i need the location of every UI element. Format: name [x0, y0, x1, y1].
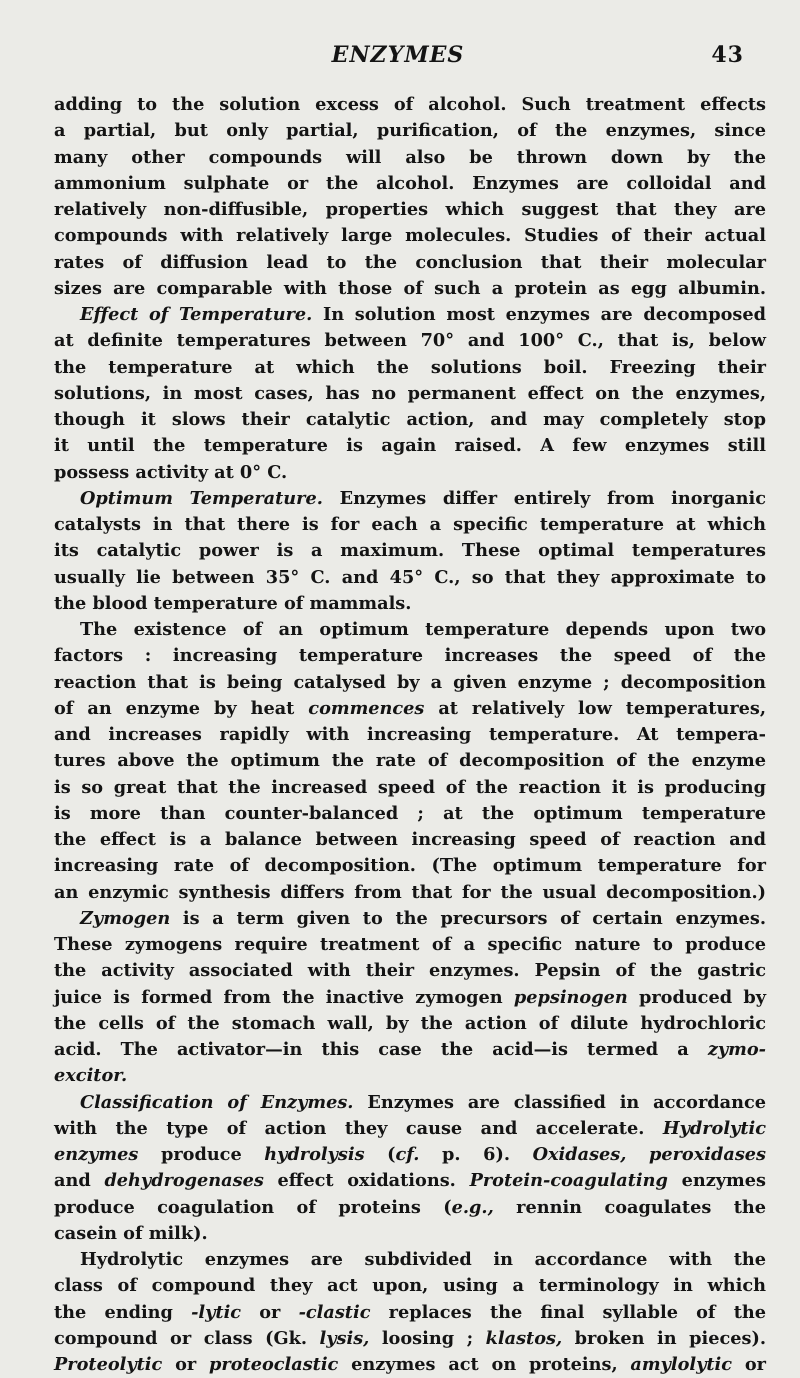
page-number: 43 [711, 42, 744, 68]
text-segment: effect oxidations. [263, 1170, 470, 1192]
text-line [54, 748, 766, 774]
text-segment: replaces the final syllable of the [370, 1301, 766, 1323]
text-line [54, 958, 766, 984]
text-segment: it until the temperature is again raised. A few enzymes still [54, 435, 766, 457]
text-line [54, 591, 766, 617]
italic-text-segment: -lytic [191, 1301, 242, 1323]
text-line [54, 223, 766, 249]
text-segment: rennin coagulates the [493, 1196, 766, 1218]
text-line [54, 643, 766, 669]
text-segment: produce [138, 1144, 265, 1165]
text-segment: usually lie between 35° C. and 45° C., so that they approximate to [54, 566, 766, 588]
text-segment: rates of diffusion lead to the conclusion that their molecular [54, 251, 766, 273]
text-segment: broken in pieces). [562, 1327, 766, 1349]
italic-text-segment: lysis, [319, 1327, 370, 1349]
text-segment: Enzymes differ entirely from inorganic [322, 487, 766, 509]
italic-text-segment: pepsinogen [513, 986, 628, 1008]
text-line [54, 775, 766, 801]
text-segment: its catalytic power is a maximum. These optimal temperatures [54, 540, 766, 562]
text-segment: The existence of an optimum temperature depends upon two [80, 619, 766, 640]
text-line [54, 1011, 766, 1037]
text-segment: juice is formed from the inactive zymogen [54, 986, 514, 1008]
text-segment: ( [364, 1144, 396, 1165]
text-segment: adding to the solution excess of alcohol. Such treatment effects [54, 94, 766, 115]
text-line [54, 1273, 766, 1299]
text-segment: an enzymic synthesis differs from that for the usual decomposition.) [54, 881, 766, 903]
text-segment: the effect is a balance between increasing speed of reaction and [54, 829, 766, 850]
text-segment: at relatively low temperatures, [424, 697, 767, 719]
text-segment: or [241, 1301, 299, 1323]
text-segment: In solution most enzymes are decomposed [312, 304, 766, 325]
text-line [54, 118, 766, 144]
text-line [54, 538, 766, 564]
text-segment: with the type of action they cause and accelerate. [54, 1117, 663, 1139]
running-title: ENZYMES [331, 42, 465, 68]
italic-text-segment: proteoclastic [209, 1354, 339, 1375]
text-segment: produce coagulation of proteins ( [54, 1196, 452, 1218]
text-segment: is more than counter-balanced ; at the optimum temperature [54, 802, 766, 824]
italic-text-segment: Classification of Enzymes. [80, 1091, 354, 1113]
italic-text-segment: commences [308, 697, 425, 719]
italic-text-segment: e.g., [451, 1196, 494, 1218]
text-segment: though it slows their catalytic action, and may completely stop [54, 409, 766, 430]
italic-text-segment: cf. [395, 1144, 420, 1165]
text-segment: possess activity at 0° C. [54, 461, 288, 483]
text-line [54, 853, 766, 879]
text-segment: and increases rapidly with increasing temperature. At tempera- [54, 724, 766, 745]
text-segment: a partial, but only partial, purification, of the enzymes, since [54, 120, 766, 142]
text-segment: These zymogens require treatment of a specific nature to produce [54, 934, 766, 955]
text-segment: enzymes [667, 1170, 766, 1192]
text-segment: relatively non-diffusible, properties which suggest that they are [54, 199, 766, 220]
text-line [54, 827, 766, 853]
text-line [54, 880, 766, 906]
text-line [54, 1247, 766, 1273]
italic-text-segment: enzymes [54, 1144, 139, 1165]
text-line [54, 250, 766, 276]
text-segment: of an enzyme by heat [54, 697, 309, 719]
text-segment: class of compound they act upon, using a terminology in which [54, 1275, 766, 1297]
text-line [54, 302, 766, 328]
text-line [54, 1063, 766, 1089]
text-line [54, 1037, 766, 1063]
text-line [54, 486, 766, 512]
text-segment: at definite temperatures between 70° and 100° C., that is, below [54, 330, 766, 352]
text-segment: factors : increasing temperature increases the speed of the [54, 645, 766, 667]
text-line [54, 617, 766, 643]
text-line [54, 1326, 766, 1352]
text-segment: or [162, 1354, 210, 1375]
text-line [54, 1300, 766, 1326]
page-header [52, 42, 744, 72]
italic-text-segment: Effect of Temperature. [80, 304, 313, 325]
italic-text-segment: klastos, [485, 1327, 563, 1349]
text-line [54, 1142, 766, 1168]
text-segment: casein of milk). [54, 1222, 208, 1244]
italic-text-segment: Protein-coagulating [469, 1170, 668, 1192]
text-segment: the activity associated with their enzymes. Pepsin of the gastric [54, 960, 766, 982]
text-segment: acid. The activator—in this case the acid—is termed a [54, 1039, 708, 1060]
text-segment: and [54, 1170, 105, 1192]
text-segment: solutions, in most cases, has no permanent effect on the enzymes, [54, 382, 766, 404]
body-text [54, 92, 766, 1378]
italic-text-segment: Optimum Temperature. [80, 487, 323, 509]
italic-text-segment: -clastic [298, 1301, 371, 1323]
text-segment: the ending [54, 1301, 192, 1323]
text-segment: the blood temperature of mammals. [54, 592, 412, 614]
text-line [54, 1352, 766, 1378]
text-line [54, 355, 766, 381]
text-line [54, 328, 766, 354]
italic-text-segment: amylolytic [630, 1354, 733, 1375]
text-segment: catalysts in that there is for each a specific temperature at which [54, 514, 766, 535]
text-line [54, 92, 766, 118]
text-segment: enzymes act on proteins, [338, 1354, 631, 1375]
text-line [54, 276, 766, 302]
text-line [54, 1090, 766, 1116]
text-segment: ammonium sulphate or the alcohol. Enzymes are colloidal and [54, 172, 766, 194]
text-segment: tures above the optimum the rate of decomposition of the enzyme [54, 750, 766, 772]
italic-text-segment: excitor. [54, 1065, 128, 1087]
text-segment: produced by [627, 986, 766, 1008]
text-line [54, 1221, 766, 1247]
italic-text-segment: Hydrolytic [662, 1117, 766, 1139]
text-line [54, 932, 766, 958]
text-segment: or [732, 1354, 766, 1375]
text-line [54, 985, 766, 1011]
text-segment: the cells of the stomach wall, by the action of dilute hydrochloric [54, 1012, 766, 1034]
text-line [54, 565, 766, 591]
text-line [54, 801, 766, 827]
text-line [54, 197, 766, 223]
text-line [54, 1168, 766, 1194]
text-segment: is a term given to the precursors of certain enzymes. [170, 907, 766, 929]
text-line [54, 722, 766, 748]
text-line [54, 512, 766, 538]
text-line [54, 670, 766, 696]
text-segment: the temperature at which the solutions boil. Freezing their [54, 356, 766, 378]
italic-text-segment: zymo- [707, 1039, 766, 1060]
text-line [54, 145, 766, 171]
text-line [54, 460, 766, 486]
text-segment: increasing rate of decomposition. (The optimum temperature for [54, 855, 766, 877]
text-segment: Enzymes are classified in accordance [353, 1091, 766, 1113]
text-line [54, 171, 766, 197]
text-line [54, 906, 766, 932]
italic-text-segment: Zymogen [80, 907, 171, 929]
text-segment: p. 6). [419, 1144, 533, 1165]
italic-text-segment: Oxidases, peroxidases [532, 1144, 766, 1165]
italic-text-segment: hydrolysis [264, 1144, 365, 1165]
text-line [54, 407, 766, 433]
text-segment: is so great that the increased speed of the reaction it is producing [54, 776, 766, 798]
italic-text-segment: dehydrogenases [104, 1170, 264, 1192]
text-line [54, 696, 766, 722]
text-segment: Hydrolytic enzymes are subdivided in accordance with the [80, 1249, 766, 1270]
text-segment: compound or class (Gk. [54, 1327, 320, 1349]
text-line [54, 1116, 766, 1142]
text-segment: reaction that is being catalysed by a given enzyme ; decomposition [54, 671, 766, 693]
text-segment: compounds with relatively large molecules. Studies of their actual [54, 225, 766, 247]
text-line [54, 1195, 766, 1221]
text-segment: loosing ; [369, 1327, 486, 1349]
text-segment: many other compounds will also be thrown down by the [54, 146, 766, 168]
text-segment: sizes are comparable with those of such a protein as egg albumin. [54, 277, 766, 299]
text-line [54, 433, 766, 459]
italic-text-segment: Proteolytic [54, 1354, 163, 1375]
text-line [54, 381, 766, 407]
